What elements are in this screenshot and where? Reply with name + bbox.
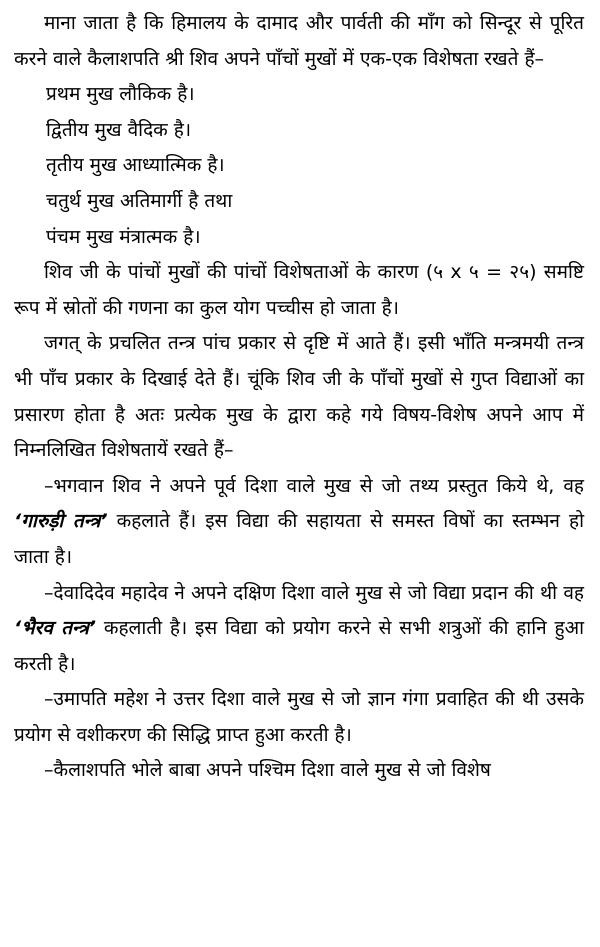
paschim-face-paragraph: –कैलाशपति भोले बाबा अपने पश्चिम दिशा वाले मुख से जो विशेष bbox=[44, 759, 491, 782]
bhairav-text-before: –देवादिदेव महादेव ने अपने दक्षिण दिशा वाले मुख से जो विद्या प्रदान की थी वह bbox=[44, 581, 584, 604]
garudi-text-before: –भगवान शिव ने अपने पूर्व दिशा वाले मुख से जो तथ्य प्रस्तुत किये थे, वह bbox=[44, 474, 584, 497]
face-fourth: चतुर्थ मुख अतिमार्गी है तथा bbox=[46, 189, 233, 212]
sources-paragraph: शिव जी के पांचों मुखों की पांचों विशेषताओं के कारण (५ x ५ = २५) समष्टि रूप में स्रोतों की गणना का कुल योग पच्चीस हो जाता है। bbox=[14, 261, 584, 319]
garudi-text-after: कहलाते हैं। इस विद्या की सहायता से समस्त विषों का स्तम्भन हो जाता है। bbox=[14, 510, 584, 568]
faces-list bbox=[14, 77, 584, 255]
garudi-tantra-term: ‘गारुड़ी तन्त्र’ bbox=[14, 510, 108, 533]
face-second: द्वितीय मुख वैदिक है। bbox=[46, 118, 192, 141]
face-third: तृतीय मुख आध्यात्मिक है। bbox=[46, 154, 225, 177]
face-fifth: पंचम मुख मंत्रात्मक है। bbox=[46, 225, 201, 248]
uttar-face-paragraph: –उमापति महेश ने उत्तर दिशा वाले मुख से जो ज्ञान गंगा प्रवाहित की थी उसके प्रयोग से वशीकरण की सिद्धि प्राप्त हुआ करती है। bbox=[14, 688, 584, 746]
garudi-tantra-paragraph bbox=[14, 469, 584, 576]
intro-paragraph: माना जाता है कि हिमालय के दामाद और पार्वती की माँग को सिन्दूर से पूरित करने वाले कैलाशपति श्री शिव अपने पाँचों मुखों में एक-एक विशेषता रखते हैं– bbox=[14, 12, 584, 70]
bhairav-text-after: कहलाती है। इस विद्या को प्रयोग करने से सभी शत्रुओं की हानि हुआ करती है। bbox=[14, 617, 584, 675]
bhairav-tantra-term: ‘भैरव तन्त्र’ bbox=[14, 617, 97, 640]
tantra-intro-paragraph: जगत् के प्रचलित तन्त्र पांच प्रकार से दृष्टि में आते हैं। इसी भाँति मन्त्रमयी तन्त्र भी पाँच प्रकार के दिखाई देते हैं। चूंकि शिव जी के पाँचों मुखों से गुप्त विद्याओं का प्रसारण होता है अतः प्रत्येक मुख के द्वारा कहे गये विषय-विशेष अपने आप में निम्नलिखित विशेषतायें रखते हैं– bbox=[14, 332, 584, 462]
face-first: प्रथम मुख लौकिक है। bbox=[46, 83, 195, 106]
bhairav-tantra-paragraph bbox=[14, 576, 584, 683]
